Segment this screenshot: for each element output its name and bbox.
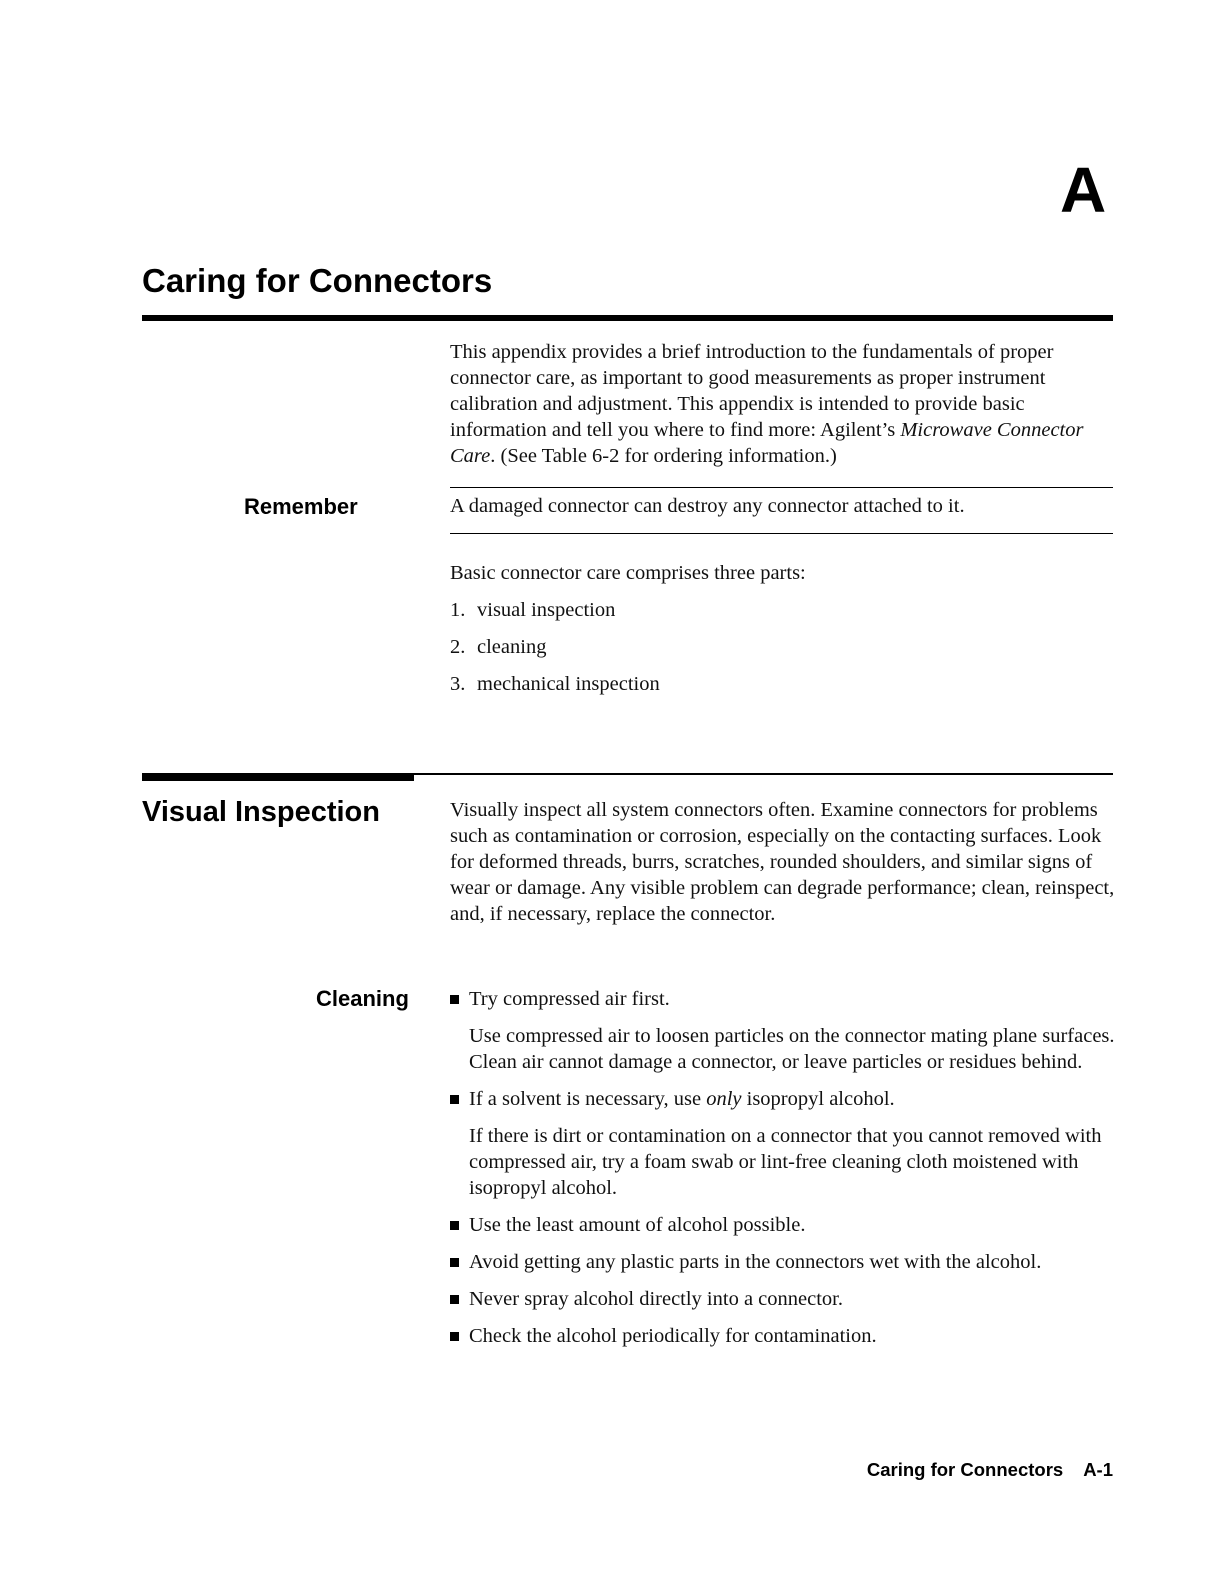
list-item — [450, 1212, 1115, 1238]
parts-list — [450, 597, 1115, 708]
remember-rule-bottom — [450, 533, 1113, 534]
list-item-number: 3. — [450, 673, 466, 695]
cleaning-label: Cleaning — [316, 986, 409, 1011]
list-item — [450, 671, 1115, 708]
list-item-number: 2. — [450, 636, 466, 658]
bullet-text: Avoid getting any plastic parts in the connectors wet with the alcohol. — [469, 1251, 1042, 1273]
list-item — [450, 1323, 1115, 1349]
list-item-text: cleaning — [477, 636, 547, 658]
bullet-lead-text-end: isopropyl alcohol. — [741, 1088, 895, 1110]
list-item — [450, 986, 1115, 1075]
bullet-square-icon — [450, 1258, 459, 1267]
intro-text-end: . (See Table 6-2 for ordering information.) — [490, 445, 837, 467]
list-item — [450, 1249, 1115, 1275]
cleaning-list — [450, 986, 1115, 1360]
remember-text: A damaged connector can destroy any connector attached to it. — [450, 495, 965, 517]
bullet-square-icon — [450, 1332, 459, 1341]
bullet-square-icon — [450, 1295, 459, 1304]
section-rule — [414, 773, 1113, 775]
section-title: Visual Inspection — [142, 796, 380, 828]
appendix-letter: A — [1060, 154, 1107, 226]
remember-label: Remember — [244, 494, 358, 519]
page-footer — [867, 1458, 1113, 1482]
emphasis-text: only — [706, 1088, 742, 1110]
chapter-title-rule — [142, 315, 1113, 321]
list-item — [450, 1286, 1115, 1312]
footer-section-title: Caring for Connectors — [866, 1459, 1064, 1480]
bullet-lead-text: If a solvent is necessary, use — [469, 1088, 707, 1110]
page-number: A-1 — [1083, 1459, 1113, 1480]
chapter-title: Caring for Connectors — [142, 262, 493, 299]
list-item-text: mechanical inspection — [477, 673, 660, 695]
bullet-text: Check the alcohol periodically for contamination. — [469, 1325, 877, 1347]
section-body: Visually inspect all system connectors often. Examine connectors for problems such as contamination or corrosion, especially on the contacting surfaces. Look for deformed threads, burrs, scratches, rounded shoulders, and similar signs of wear or damage. Any visible problem can degrade performance; clean, reinspect, and, if necessary, replace the connector. — [450, 799, 1115, 925]
bullet-square-icon — [450, 995, 459, 1004]
list-item — [450, 597, 1115, 634]
bullet-text: Never spray alcohol directly into a connector. — [469, 1288, 843, 1310]
intro-text: This appendix provides a brief introduction to the fundamentals of proper connector care, as important to good measurements as proper instrument calibration and adjustment. This appendix is intended to provide basic information and tell you where to find more: Agilent’s — [450, 341, 1054, 441]
list-item-text: visual inspection — [477, 599, 616, 621]
bullet-square-icon — [450, 1095, 459, 1104]
intro-paragraph — [450, 339, 1115, 469]
bullet-square-icon — [450, 1221, 459, 1230]
section-heading-bar — [142, 773, 414, 781]
bullet-lead: Try compressed air first. — [469, 988, 670, 1010]
list-item — [450, 1086, 1115, 1201]
list-item-number: 1. — [450, 599, 466, 621]
bullet-text: Use the least amount of alcohol possible. — [469, 1214, 806, 1236]
bullet-detail: If there is dirt or contamination on a connector that you cannot removed with compressed air, try a foam swab or lint-free cleaning cloth moistened with isopropyl alcohol. — [469, 1125, 1102, 1199]
remember-rule-top — [450, 487, 1113, 488]
book-title: Microwave Connector Care — [450, 419, 1084, 467]
parts-intro: Basic connector care comprises three parts: — [450, 562, 806, 584]
list-item — [450, 634, 1115, 671]
bullet-detail: Use compressed air to loosen particles on the connector mating plane surfaces. Clean air cannot damage a connector, or leave particles or residues behind. — [469, 1025, 1115, 1073]
bullet-lead — [469, 1086, 1115, 1112]
